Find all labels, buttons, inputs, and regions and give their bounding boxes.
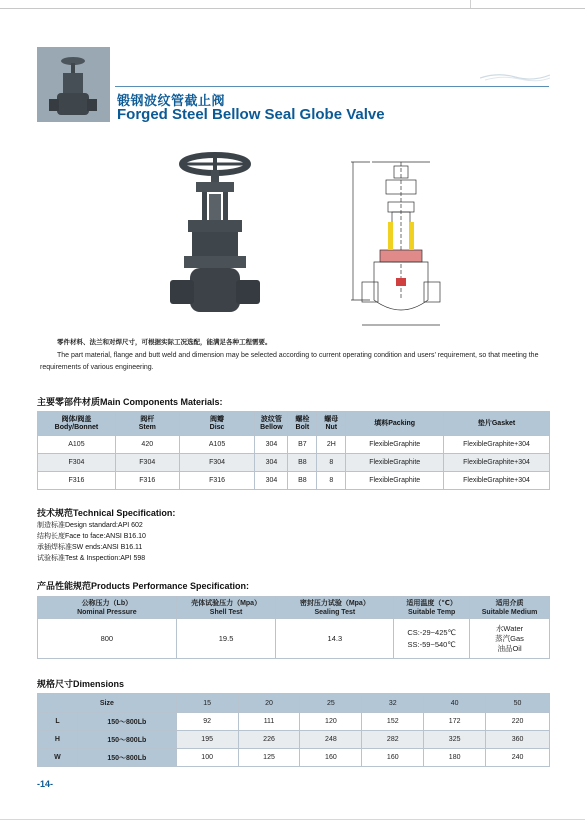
page-title-en: Forged Steel Bellow Seal Globe Valve <box>117 106 385 123</box>
spec-test-inspection: 试验标准Test & Inspection:API 598 <box>37 555 146 562</box>
note-cn: 零件材料、法兰和对焊尺寸，可根据实际工况选配，能满足各种工程需要。 <box>57 339 272 346</box>
table-header-row: Size 15 20 25 32 40 50 <box>38 694 550 713</box>
title-rule <box>115 86 549 87</box>
note-en-text: The part material, flange and butt weld and dimension may be selected according to current operating condition and users’ requirement, so that meeting the requirements of various engineering. <box>40 352 539 371</box>
col-header-nut: 螺母 Nut <box>317 412 346 436</box>
page-number: -14- <box>37 779 54 789</box>
note-en <box>40 350 550 374</box>
materials-table <box>37 411 550 490</box>
col-header-bolt: 螺栓 Bolt <box>288 412 317 436</box>
dimensions-table <box>37 693 550 767</box>
table-row: 800 19.5 14.3 CS:-29~425℃ SS:-59~540℃ 水Water 蒸汽Gas 油品Oil <box>38 619 550 659</box>
dimensions-heading: 规格尺寸Dimensions <box>37 679 125 689</box>
valve-thumbnail-image <box>37 47 110 122</box>
col-header-bellow: 波纹管 Bellow <box>255 412 288 436</box>
spec-face-to-face: 结构长度Face to face:ANSI B16.10 <box>37 533 146 540</box>
table-row: F304 F304 F304 304 B8 8 FlexibleGraphite FlexibleGraphite+304 <box>38 454 550 472</box>
col-header-body: 阀体/阀盖 Body/Bonnet <box>38 412 116 436</box>
col-header-shell: 壳体试验压力（Mpa） Shell Test <box>176 597 276 619</box>
crop-mark <box>470 0 471 8</box>
performance-heading: 产品性能规范Products Performance Specification: <box>37 581 250 591</box>
col-header-disc: 阀瓣 Disc <box>179 412 255 436</box>
page-title-cn: 锻钢波纹管截止阀 <box>117 93 226 108</box>
table-row: F316 F316 F316 304 B8 8 FlexibleGraphite FlexibleGraphite+304 <box>38 472 550 490</box>
col-header-packing: 填料Packing <box>346 412 444 436</box>
table-row: L 150～800Lb 92 111 120 152 172 220 <box>38 713 550 731</box>
performance-table <box>37 596 550 659</box>
table-row: W 150～800Lb 100 125 160 160 180 240 <box>38 749 550 767</box>
decorative-wave <box>480 72 550 82</box>
col-header-medium: 适用介质 Suitable Medium <box>470 597 550 619</box>
top-rule <box>0 8 585 9</box>
table-row: H 150～800Lb 195 226 248 282 325 360 <box>38 731 550 749</box>
materials-heading: 主要零部件材质Main Components Materials: <box>37 397 223 407</box>
col-header-stem: 阀杆 Stem <box>115 412 179 436</box>
valve-section-drawing <box>350 150 455 330</box>
col-header-sealing: 密封压力试验（Mpa） Sealing Test <box>276 597 394 619</box>
spec-design-standard: 制造标准Design standard:API 602 <box>37 522 143 529</box>
table-row: A105 420 A105 304 B7 2H FlexibleGraphite FlexibleGraphite+304 <box>38 436 550 454</box>
technical-heading: 技术规范Technical Specification: <box>37 508 176 518</box>
col-header-gasket: 垫片Gasket <box>444 412 550 436</box>
valve-photo-image <box>160 150 285 325</box>
spec-sw-ends: 承插焊标准SW ends:ANSI B16.11 <box>37 544 143 551</box>
bottom-rule <box>0 819 585 820</box>
col-header-pressure: 公称压力（Lb） Nominal Pressure <box>38 597 177 619</box>
col-header-temp: 适用温度（℃） Suitable Temp <box>394 597 470 619</box>
